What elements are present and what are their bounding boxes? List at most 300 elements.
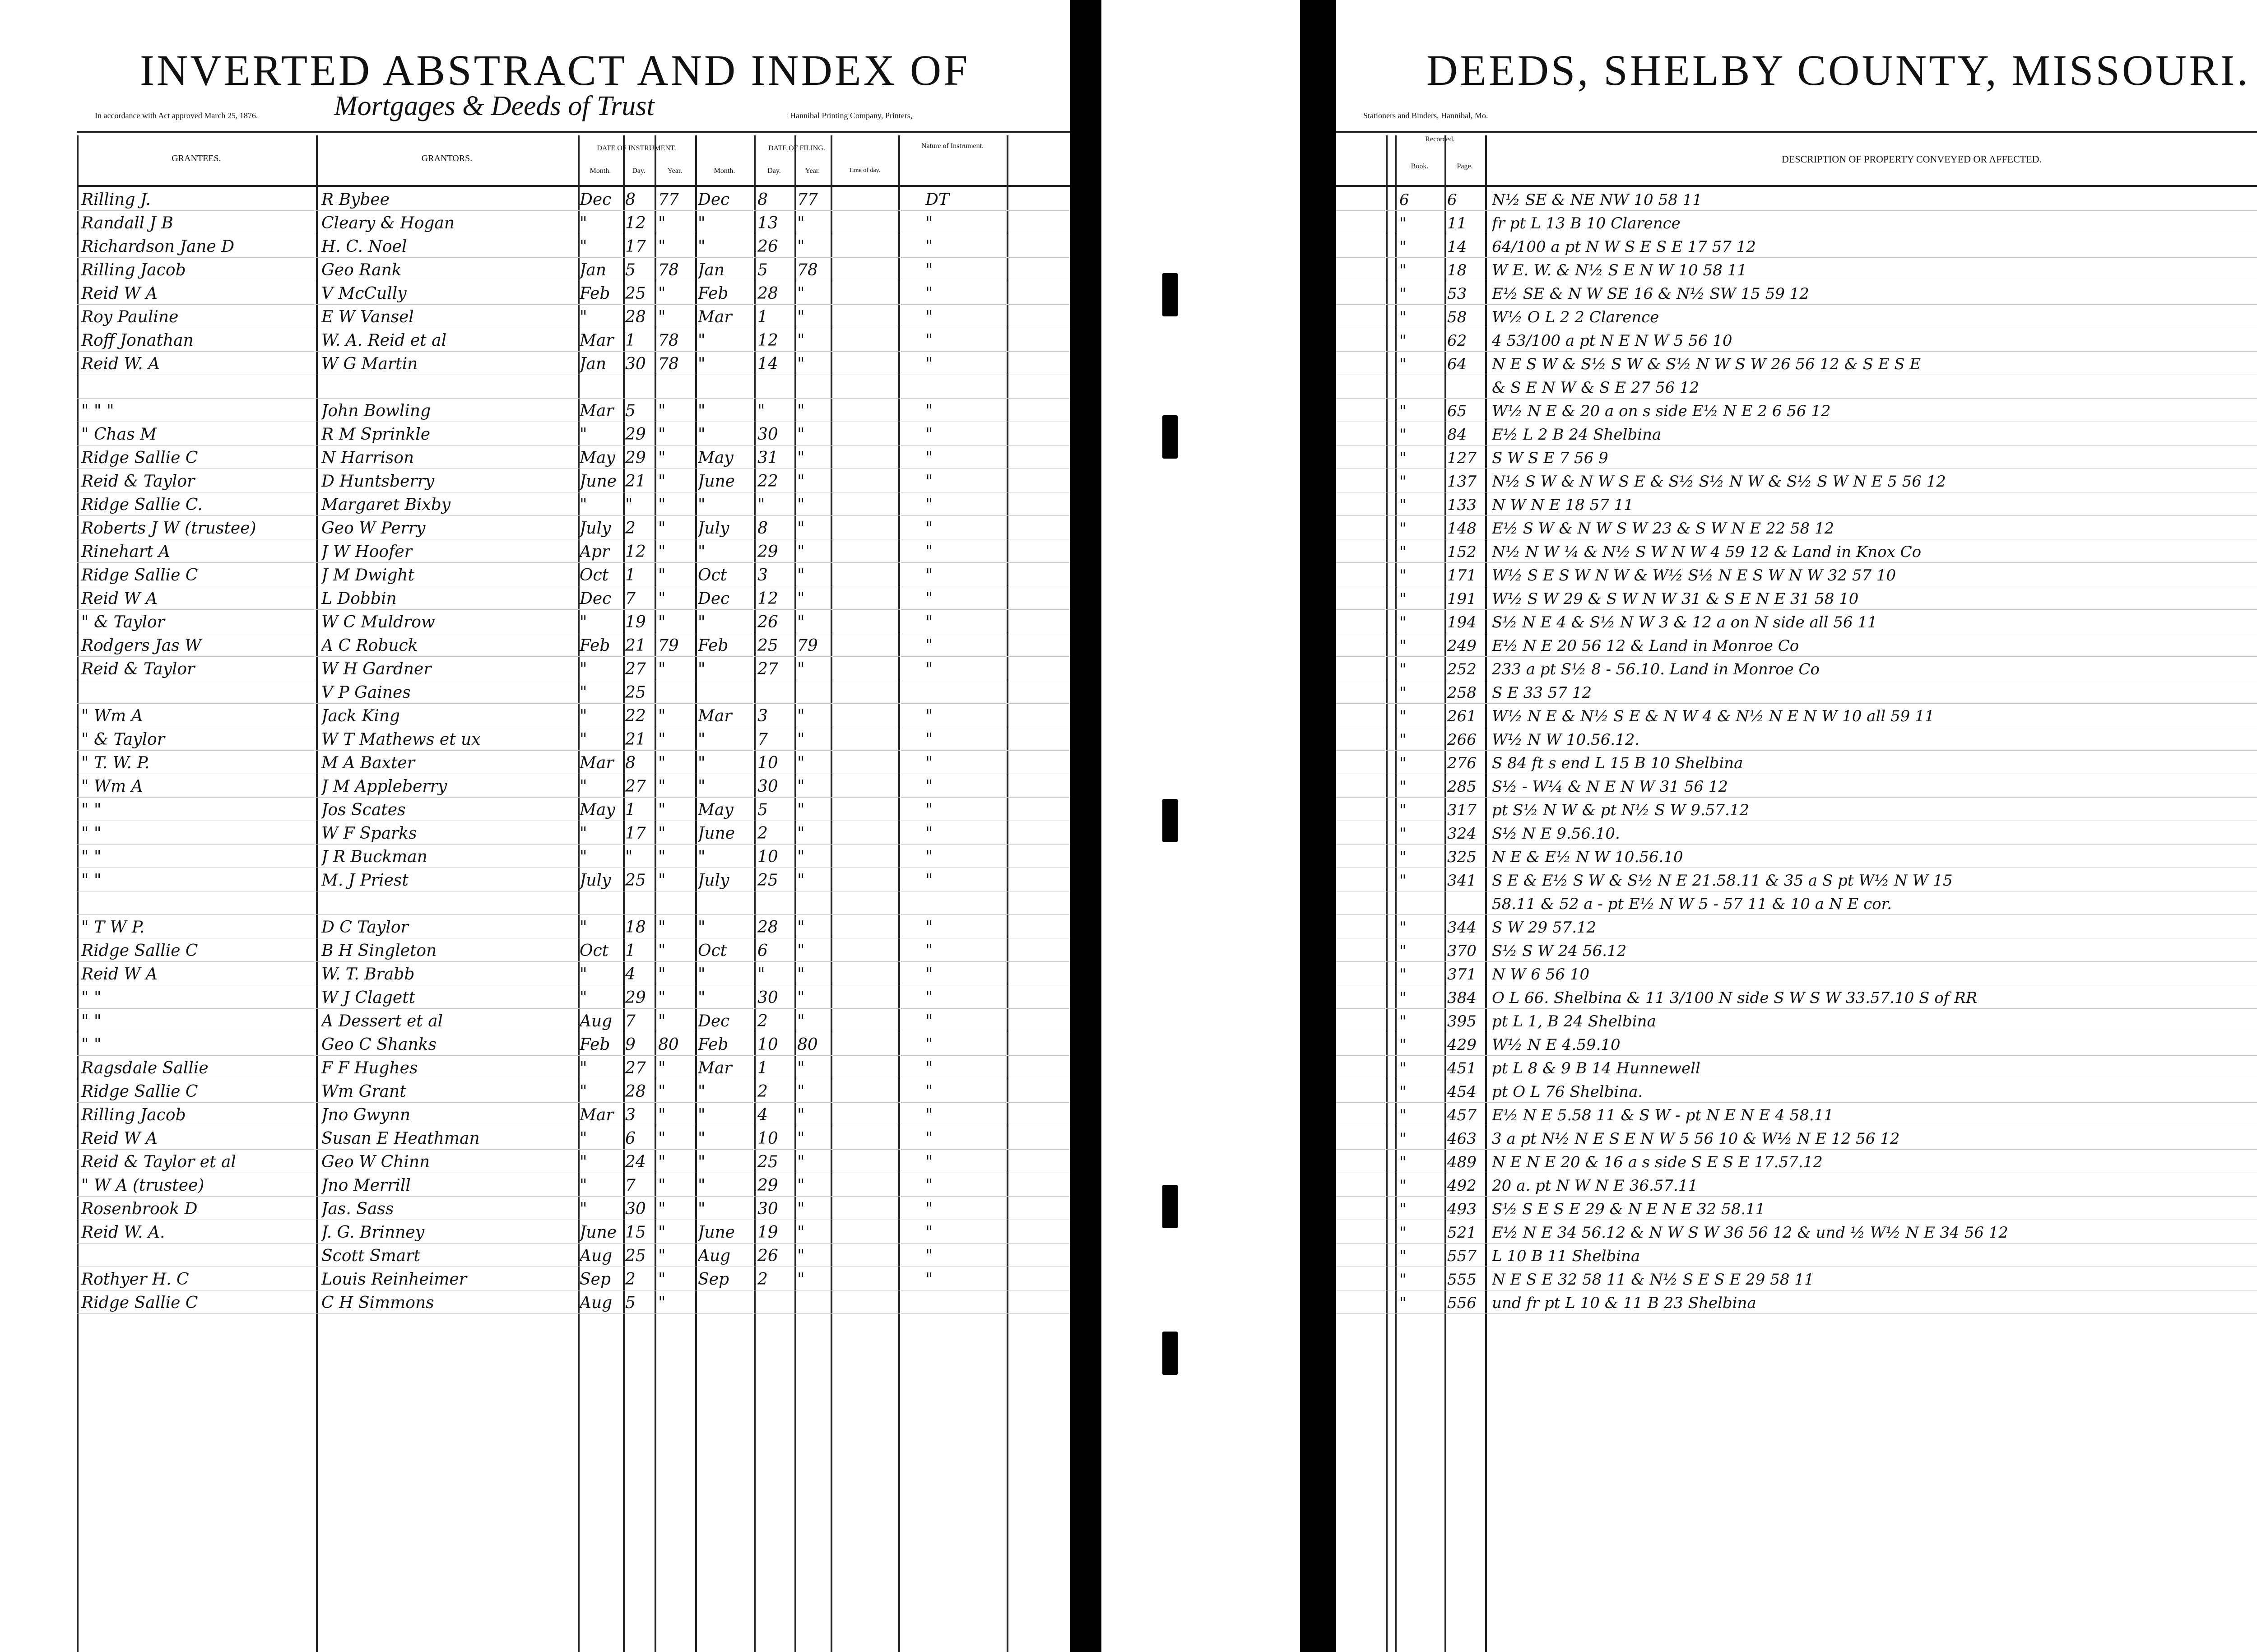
book-cell: " bbox=[1399, 1247, 1407, 1265]
left-ledger-page bbox=[0, 0, 1070, 1652]
time-of-day-header: Time of day. bbox=[848, 167, 881, 174]
grantor-cell: Geo W Perry bbox=[321, 519, 426, 538]
ledger-row bbox=[77, 657, 1070, 680]
filing-year-cell: 77 bbox=[797, 190, 818, 209]
grantor-cell: J M Dwight bbox=[321, 566, 415, 585]
filing-month-cell: Mar bbox=[698, 308, 732, 326]
description-cell: N W N E 18 57 11 bbox=[1492, 496, 1634, 514]
instrument-year-cell: " bbox=[658, 824, 666, 843]
filing-year-cell: " bbox=[797, 824, 805, 843]
filing-day-cell: 2 bbox=[757, 1012, 768, 1030]
filing-year-cell: " bbox=[797, 613, 805, 631]
filing-day-cell: 2 bbox=[757, 824, 768, 843]
page-cell: 148 bbox=[1447, 520, 1477, 538]
grantor-cell: V McCully bbox=[321, 284, 407, 303]
recorded-header: Recorded. bbox=[1425, 135, 1455, 143]
ledger-row bbox=[1336, 657, 2257, 680]
ledger-row bbox=[77, 352, 1070, 375]
instrument-month-cell: May bbox=[580, 801, 615, 819]
description-cell: S½ N E 9.56.10. bbox=[1492, 825, 1620, 843]
instrument-month-cell: Dec bbox=[580, 589, 612, 608]
ledger-row bbox=[77, 1267, 1070, 1290]
date-of-instrument-header: DATE OF INSTRUMENT. bbox=[597, 144, 676, 152]
filing-month-cell: May bbox=[698, 449, 734, 467]
filing-year-cell: 78 bbox=[797, 261, 818, 279]
filing-year-cell: " bbox=[797, 707, 805, 725]
grantor-cell: J. G. Brinney bbox=[321, 1223, 425, 1242]
ledger-row bbox=[77, 563, 1070, 586]
instrument-year-cell: " bbox=[658, 237, 666, 256]
filing-month-cell: " bbox=[698, 660, 706, 678]
book-cell: " bbox=[1399, 1083, 1407, 1101]
grantee-cell: Rosenbrook D bbox=[81, 1200, 198, 1218]
instrument-year-cell: " bbox=[658, 871, 666, 890]
instrument-month-cell: " bbox=[580, 707, 587, 725]
grantee-cell: Reid W A bbox=[81, 589, 158, 608]
instrument-day-cell: 3 bbox=[625, 1106, 636, 1124]
grantor-cell: J R Buckman bbox=[321, 848, 427, 866]
filing-month-cell: Sep bbox=[698, 1270, 729, 1289]
nature-cell: " bbox=[925, 402, 933, 420]
ledger-row bbox=[77, 187, 1070, 211]
page-cell: 62 bbox=[1447, 332, 1467, 350]
nature-cell: " bbox=[925, 777, 933, 796]
grantor-cell: D C Taylor bbox=[321, 918, 409, 937]
description-cell: S½ - W¼ & N E N W 31 56 12 bbox=[1492, 778, 1728, 796]
filing-month-cell: " bbox=[698, 543, 706, 561]
ledger-row bbox=[1336, 1126, 2257, 1150]
filing-year-cell: " bbox=[797, 1106, 805, 1124]
grantee-cell: " T W P. bbox=[81, 918, 145, 937]
instrument-year-cell: " bbox=[658, 754, 666, 772]
page-cell: 84 bbox=[1447, 426, 1467, 444]
book-cell: " bbox=[1399, 1177, 1407, 1195]
ledger-row bbox=[1336, 516, 2257, 539]
page-cell: 429 bbox=[1447, 1036, 1477, 1054]
grantee-cell: Ridge Sallie C bbox=[81, 1082, 198, 1101]
filing-day-cell: 29 bbox=[757, 543, 778, 561]
filing-month-cell: " bbox=[698, 988, 706, 1007]
filing-year-cell: " bbox=[797, 1200, 805, 1218]
ledger-row bbox=[1336, 211, 2257, 234]
stationer-note: Stationers and Binders, Hannibal, Mo. bbox=[1363, 111, 1488, 120]
instrument-month-cell: " bbox=[580, 918, 587, 937]
filing-month-cell: " bbox=[698, 237, 706, 256]
grantor-cell: M A Baxter bbox=[321, 754, 415, 772]
instrument-month-cell: May bbox=[580, 449, 615, 467]
filing-month-cell: Jan bbox=[698, 261, 725, 279]
filing-day-cell: 30 bbox=[757, 1200, 778, 1218]
book-cell: " bbox=[1399, 402, 1407, 420]
instrument-month-cell: Aug bbox=[580, 1294, 613, 1312]
page-cell: 395 bbox=[1447, 1012, 1477, 1030]
grantee-cell: " " bbox=[81, 1035, 102, 1054]
nature-cell: " bbox=[925, 284, 933, 303]
nature-cell: " bbox=[925, 589, 933, 608]
nature-cell: " bbox=[925, 261, 933, 279]
instrument-year-cell: " bbox=[658, 918, 666, 937]
description-cell: S½ S E S E 29 & N E N E 32 58.11 bbox=[1492, 1200, 1765, 1218]
description-cell: 64/100 a pt N W S E S E 17 57 12 bbox=[1492, 238, 1756, 256]
nature-cell: " bbox=[925, 519, 933, 538]
instrument-year-cell: " bbox=[658, 1082, 666, 1101]
filing-day-cell: 3 bbox=[757, 566, 768, 585]
instrument-month-cell: " bbox=[580, 237, 587, 256]
grantor-cell: W. T. Brabb bbox=[321, 965, 415, 984]
instrument-year-cell: " bbox=[658, 284, 666, 303]
grantor-cell: W F Sparks bbox=[321, 824, 417, 843]
nature-of-instrument-header: Nature of Instrument. bbox=[921, 142, 984, 150]
description-cell: pt L 1, B 24 Shelbina bbox=[1492, 1012, 1656, 1030]
ledger-row bbox=[77, 539, 1070, 563]
page-cell: 556 bbox=[1447, 1294, 1477, 1312]
filing-month-cell: Mar bbox=[698, 1059, 732, 1077]
instrument-day-cell: 27 bbox=[625, 1059, 646, 1077]
instrument-year-cell: " bbox=[658, 1200, 666, 1218]
filing-month-cell: " bbox=[698, 496, 706, 514]
instrument-day-cell: 7 bbox=[625, 1176, 636, 1195]
book-cell: " bbox=[1399, 214, 1407, 232]
instrument-day-cell: 19 bbox=[625, 613, 646, 631]
instrument-year-cell: " bbox=[658, 425, 666, 444]
filing-year-cell: " bbox=[797, 566, 805, 585]
book-cell: " bbox=[1399, 520, 1407, 538]
ledger-row bbox=[1336, 1220, 2257, 1244]
grantor-cell: W C Muldrow bbox=[321, 613, 435, 631]
filing-day-cell: 13 bbox=[757, 214, 778, 232]
filing-year-cell: " bbox=[797, 801, 805, 819]
instrument-year-cell: " bbox=[658, 1153, 666, 1171]
grantees-header: GRANTEES. bbox=[172, 153, 221, 163]
filing-month-cell: " bbox=[698, 355, 706, 373]
page-cell: 58 bbox=[1447, 308, 1467, 326]
book-cell: 6 bbox=[1399, 191, 1409, 209]
filing-day-cell: 1 bbox=[757, 308, 768, 326]
instrument-day-cell: 1 bbox=[625, 331, 636, 350]
ledger-row bbox=[77, 234, 1070, 258]
filing-day-cell: " bbox=[757, 402, 765, 420]
left-ledger-rows bbox=[0, 187, 1070, 1652]
instrument-day-cell: 5 bbox=[625, 1294, 636, 1312]
grantee-cell: Roberts J W (trustee) bbox=[81, 519, 256, 538]
filing-year-cell: " bbox=[797, 848, 805, 866]
instrument-day-cell: 8 bbox=[625, 190, 636, 209]
ledger-row bbox=[1336, 962, 2257, 985]
filing-month-cell: July bbox=[698, 519, 729, 538]
grantor-cell: J M Appleberry bbox=[321, 777, 447, 796]
filing-day-cell: 10 bbox=[757, 1129, 778, 1148]
filing-day-cell: 5 bbox=[757, 261, 768, 279]
instrument-year-cell: " bbox=[658, 801, 666, 819]
description-cell: S W S E 7 56 9 bbox=[1492, 449, 1608, 467]
book-cell: " bbox=[1399, 1271, 1407, 1289]
description-cell: N½ N W ¼ & N½ S W N W 4 59 12 & Land in Knox Co bbox=[1492, 543, 1922, 561]
filing-day-cell: 27 bbox=[757, 660, 778, 678]
book-cell: " bbox=[1399, 566, 1407, 585]
book-cell: " bbox=[1399, 332, 1407, 350]
book-cell: " bbox=[1399, 1224, 1407, 1242]
instrument-day-cell: 5 bbox=[625, 261, 636, 279]
description-cell: N½ SE & NE NW 10 58 11 bbox=[1492, 191, 1702, 209]
instrument-month-cell: " bbox=[580, 660, 587, 678]
page-cell: 463 bbox=[1447, 1130, 1477, 1148]
description-cell: 233 a pt S½ 8 - 56.10. Land in Monroe Co bbox=[1492, 660, 1820, 678]
instrument-month-cell: " bbox=[580, 988, 587, 1007]
filing-year-cell: " bbox=[797, 942, 805, 960]
filing-day-cell: 2 bbox=[757, 1270, 768, 1289]
instrument-year-cell: " bbox=[658, 402, 666, 420]
instrument-day-header: Day. bbox=[632, 167, 646, 175]
filing-month-cell: May bbox=[698, 801, 734, 819]
instrument-year-cell: " bbox=[658, 566, 666, 585]
filing-month-cell: Feb bbox=[698, 284, 729, 303]
ledger-row bbox=[1336, 1056, 2257, 1079]
filing-day-cell: 3 bbox=[757, 707, 768, 725]
instrument-year-cell: " bbox=[658, 660, 666, 678]
instrument-year-cell: " bbox=[658, 965, 666, 984]
instrument-day-cell: 1 bbox=[625, 801, 636, 819]
filing-year-cell: " bbox=[797, 425, 805, 444]
grantee-cell: " " bbox=[81, 871, 102, 890]
filing-day-cell: 30 bbox=[757, 988, 778, 1007]
ledger-row bbox=[77, 1009, 1070, 1032]
page-cell: 493 bbox=[1447, 1200, 1477, 1218]
instrument-month-cell: " bbox=[580, 1153, 587, 1171]
grantor-cell: Jno Merrill bbox=[321, 1176, 411, 1195]
instrument-month-cell: " bbox=[580, 1176, 587, 1195]
instrument-month-cell: Mar bbox=[580, 402, 614, 420]
description-cell: W½ N E 4.59.10 bbox=[1492, 1036, 1621, 1054]
description-cell: W½ N E & N½ S E & N W 4 & N½ N E N W 10 all 59 11 bbox=[1492, 707, 1935, 725]
grantee-cell: Roy Pauline bbox=[81, 308, 179, 326]
instrument-month-cell: Aug bbox=[580, 1247, 613, 1265]
ledger-row bbox=[1336, 305, 2257, 328]
instrument-day-cell: 8 bbox=[625, 754, 636, 772]
instrument-month-cell: Apr bbox=[580, 543, 610, 561]
page-cell: 454 bbox=[1447, 1083, 1477, 1101]
grantor-cell: E W Vansel bbox=[321, 308, 414, 326]
nature-cell: " bbox=[925, 754, 933, 772]
left-page-title: INVERTED ABSTRACT AND INDEX OF bbox=[140, 46, 970, 94]
nature-cell: " bbox=[925, 1082, 933, 1101]
filing-month-cell: Aug bbox=[698, 1247, 731, 1265]
filing-day-cell: 26 bbox=[757, 613, 778, 631]
description-cell: pt S½ N W & pt N½ S W 9.57.12 bbox=[1492, 801, 1750, 819]
ledger-row bbox=[1336, 633, 2257, 657]
grantors-header: GRANTORS. bbox=[421, 153, 473, 163]
instrument-month-cell: July bbox=[580, 871, 611, 890]
description-cell: S½ S W 24 56.12 bbox=[1492, 942, 1627, 960]
grantor-cell: N Harrison bbox=[321, 449, 414, 467]
filing-day-cell: 29 bbox=[757, 1176, 778, 1195]
ledger-row bbox=[77, 281, 1070, 305]
instrument-month-cell: Mar bbox=[580, 1106, 614, 1124]
ledger-row bbox=[1336, 1009, 2257, 1032]
instrument-month-cell: Feb bbox=[580, 1035, 610, 1054]
instrument-day-cell: 9 bbox=[625, 1035, 636, 1054]
page-cell: 451 bbox=[1447, 1059, 1477, 1077]
header-rule bbox=[1336, 185, 2257, 187]
filing-year-cell: " bbox=[797, 1176, 805, 1195]
ledger-row bbox=[77, 492, 1070, 516]
filing-day-cell: 25 bbox=[757, 871, 778, 890]
ledger-row bbox=[77, 1150, 1070, 1173]
binding-hole bbox=[1162, 273, 1178, 316]
grantee-cell: Rilling Jacob bbox=[81, 261, 186, 279]
instrument-year-cell: " bbox=[658, 449, 666, 467]
ledger-row bbox=[1336, 915, 2257, 938]
ledger-row bbox=[77, 1103, 1070, 1126]
book-cell: " bbox=[1399, 942, 1407, 960]
filing-day-cell: 26 bbox=[757, 237, 778, 256]
instrument-year-cell: " bbox=[658, 1270, 666, 1289]
page-cell: 64 bbox=[1447, 355, 1467, 373]
grantee-cell: Reid W A bbox=[81, 1129, 158, 1148]
page-cell: 127 bbox=[1447, 449, 1477, 467]
instrument-day-cell: 18 bbox=[625, 918, 646, 937]
ledger-row bbox=[77, 610, 1070, 633]
ledger-row bbox=[77, 1220, 1070, 1244]
grantee-cell: " & Taylor bbox=[81, 613, 165, 631]
page-cell: 384 bbox=[1447, 989, 1477, 1007]
filing-day-cell: 28 bbox=[757, 918, 778, 937]
instrument-day-cell: 27 bbox=[625, 777, 646, 796]
filing-month-cell: " bbox=[698, 613, 706, 631]
ledger-row bbox=[1336, 610, 2257, 633]
grantee-cell: Reid W A bbox=[81, 965, 158, 984]
grantee-cell: " " bbox=[81, 801, 102, 819]
filing-month-cell: " bbox=[698, 1082, 706, 1101]
ledger-row bbox=[77, 680, 1070, 704]
instrument-month-cell: " bbox=[580, 1082, 587, 1101]
instrument-month-cell: Mar bbox=[580, 754, 614, 772]
description-cell: W½ O L 2 2 Clarence bbox=[1492, 308, 1659, 326]
description-cell: pt O L 76 Shelbina. bbox=[1492, 1083, 1643, 1101]
grantee-cell: " " bbox=[81, 988, 102, 1007]
grantee-cell: Rodgers Jas W bbox=[81, 636, 202, 655]
filing-day-header: Day. bbox=[767, 167, 781, 175]
instrument-day-cell: " bbox=[625, 496, 633, 514]
filing-month-cell: " bbox=[698, 425, 706, 444]
page-cell: 457 bbox=[1447, 1106, 1477, 1124]
page-cell: 171 bbox=[1447, 566, 1477, 585]
filing-year-cell: " bbox=[797, 1012, 805, 1030]
ledger-row bbox=[77, 845, 1070, 868]
grantee-cell: Reid W. A. bbox=[81, 1223, 165, 1242]
page-cell: 555 bbox=[1447, 1271, 1477, 1289]
page-cell: 191 bbox=[1447, 590, 1477, 608]
instrument-year-cell: " bbox=[658, 1012, 666, 1030]
filing-year-cell: " bbox=[797, 777, 805, 796]
instrument-month-cell: " bbox=[580, 730, 587, 749]
filing-year-cell: 80 bbox=[797, 1035, 818, 1054]
ledger-row bbox=[77, 1126, 1070, 1150]
ledger-row bbox=[77, 211, 1070, 234]
page-cell: 18 bbox=[1447, 261, 1467, 279]
filing-year-cell: " bbox=[797, 965, 805, 984]
grantee-cell: " " " bbox=[81, 402, 114, 420]
book-cell: " bbox=[1399, 989, 1407, 1007]
filing-year-cell: " bbox=[797, 1247, 805, 1265]
description-cell: E½ N E 5.58 11 & S W - pt N E N E 4 58.11 bbox=[1492, 1106, 1834, 1124]
page-cell: 276 bbox=[1447, 754, 1477, 772]
grantor-cell: Jas. Sass bbox=[321, 1200, 394, 1218]
header-rule bbox=[1336, 131, 2257, 133]
instrument-month-cell: " bbox=[580, 1200, 587, 1218]
ledger-row bbox=[1336, 1032, 2257, 1056]
grantee-cell: " T. W. P. bbox=[81, 754, 150, 772]
filing-month-cell: " bbox=[698, 1106, 706, 1124]
instrument-month-cell: June bbox=[580, 1223, 617, 1242]
instrument-day-cell: 21 bbox=[625, 730, 646, 749]
nature-cell: " bbox=[925, 988, 933, 1007]
book-cell: " bbox=[1399, 801, 1407, 819]
ledger-row bbox=[1336, 234, 2257, 258]
page-cell: 194 bbox=[1447, 613, 1477, 631]
filing-day-cell: 6 bbox=[757, 942, 768, 960]
filing-month-cell: " bbox=[698, 730, 706, 749]
filing-month-cell: " bbox=[698, 848, 706, 866]
ledger-row bbox=[1336, 445, 2257, 469]
instrument-day-cell: 25 bbox=[625, 683, 646, 702]
book-cell: " bbox=[1399, 426, 1407, 444]
header-rule bbox=[77, 185, 1070, 187]
filing-year-cell: " bbox=[797, 871, 805, 890]
filing-year-cell: " bbox=[797, 214, 805, 232]
book-cell: " bbox=[1399, 965, 1407, 984]
filing-day-cell: 30 bbox=[757, 425, 778, 444]
instrument-month-cell: Aug bbox=[580, 1012, 613, 1030]
description-cell: N E S E 32 58 11 & N½ S E S E 29 58 11 bbox=[1492, 1271, 1814, 1289]
description-cell: N E S W & S½ S W & S½ N W S W 26 56 12 & S E S E bbox=[1492, 355, 1921, 373]
grantor-cell: Jno Gwynn bbox=[321, 1106, 411, 1124]
grantee-cell: " " bbox=[81, 1012, 102, 1030]
nature-cell: " bbox=[925, 1106, 933, 1124]
page-cell: 152 bbox=[1447, 543, 1477, 561]
binding-hole bbox=[1162, 1185, 1178, 1228]
filing-month-cell: June bbox=[698, 1223, 735, 1242]
page-cell: 261 bbox=[1447, 707, 1477, 725]
grantee-cell: Rilling Jacob bbox=[81, 1106, 186, 1124]
nature-cell: " bbox=[925, 566, 933, 585]
description-cell: S½ N E 4 & S½ N W 3 & 12 a on N side all 56 11 bbox=[1492, 613, 1877, 631]
ledger-row bbox=[1336, 1290, 2257, 1314]
instrument-year-cell: " bbox=[658, 988, 666, 1007]
ledger-row bbox=[1336, 563, 2257, 586]
ledger-row bbox=[77, 586, 1070, 610]
book-cell: " bbox=[1399, 848, 1407, 866]
instrument-day-cell: 2 bbox=[625, 519, 636, 538]
ledger-row bbox=[1336, 938, 2257, 962]
binding-hole bbox=[1162, 415, 1178, 459]
grantee-cell: Ridge Sallie C bbox=[81, 942, 198, 960]
grantee-cell: Ridge Sallie C bbox=[81, 566, 198, 585]
grantor-cell: A C Robuck bbox=[321, 636, 418, 655]
instrument-day-cell: 4 bbox=[625, 965, 636, 984]
instrument-day-cell: 21 bbox=[625, 472, 646, 491]
description-cell: W E. W. & N½ S E N W 10 58 11 bbox=[1492, 261, 1747, 279]
ledger-row bbox=[77, 1032, 1070, 1056]
description-cell: 4 53/100 a pt N E N W 5 56 10 bbox=[1492, 332, 1732, 350]
page-cell: 370 bbox=[1447, 942, 1477, 960]
page-cell: 344 bbox=[1447, 919, 1477, 937]
grantee-cell: Randall J B bbox=[81, 214, 173, 232]
instrument-year-cell: " bbox=[658, 1059, 666, 1077]
book-cell: " bbox=[1399, 238, 1407, 256]
page-cell: 14 bbox=[1447, 238, 1467, 256]
binding-hole bbox=[1162, 1332, 1178, 1375]
book-cell: " bbox=[1399, 825, 1407, 843]
